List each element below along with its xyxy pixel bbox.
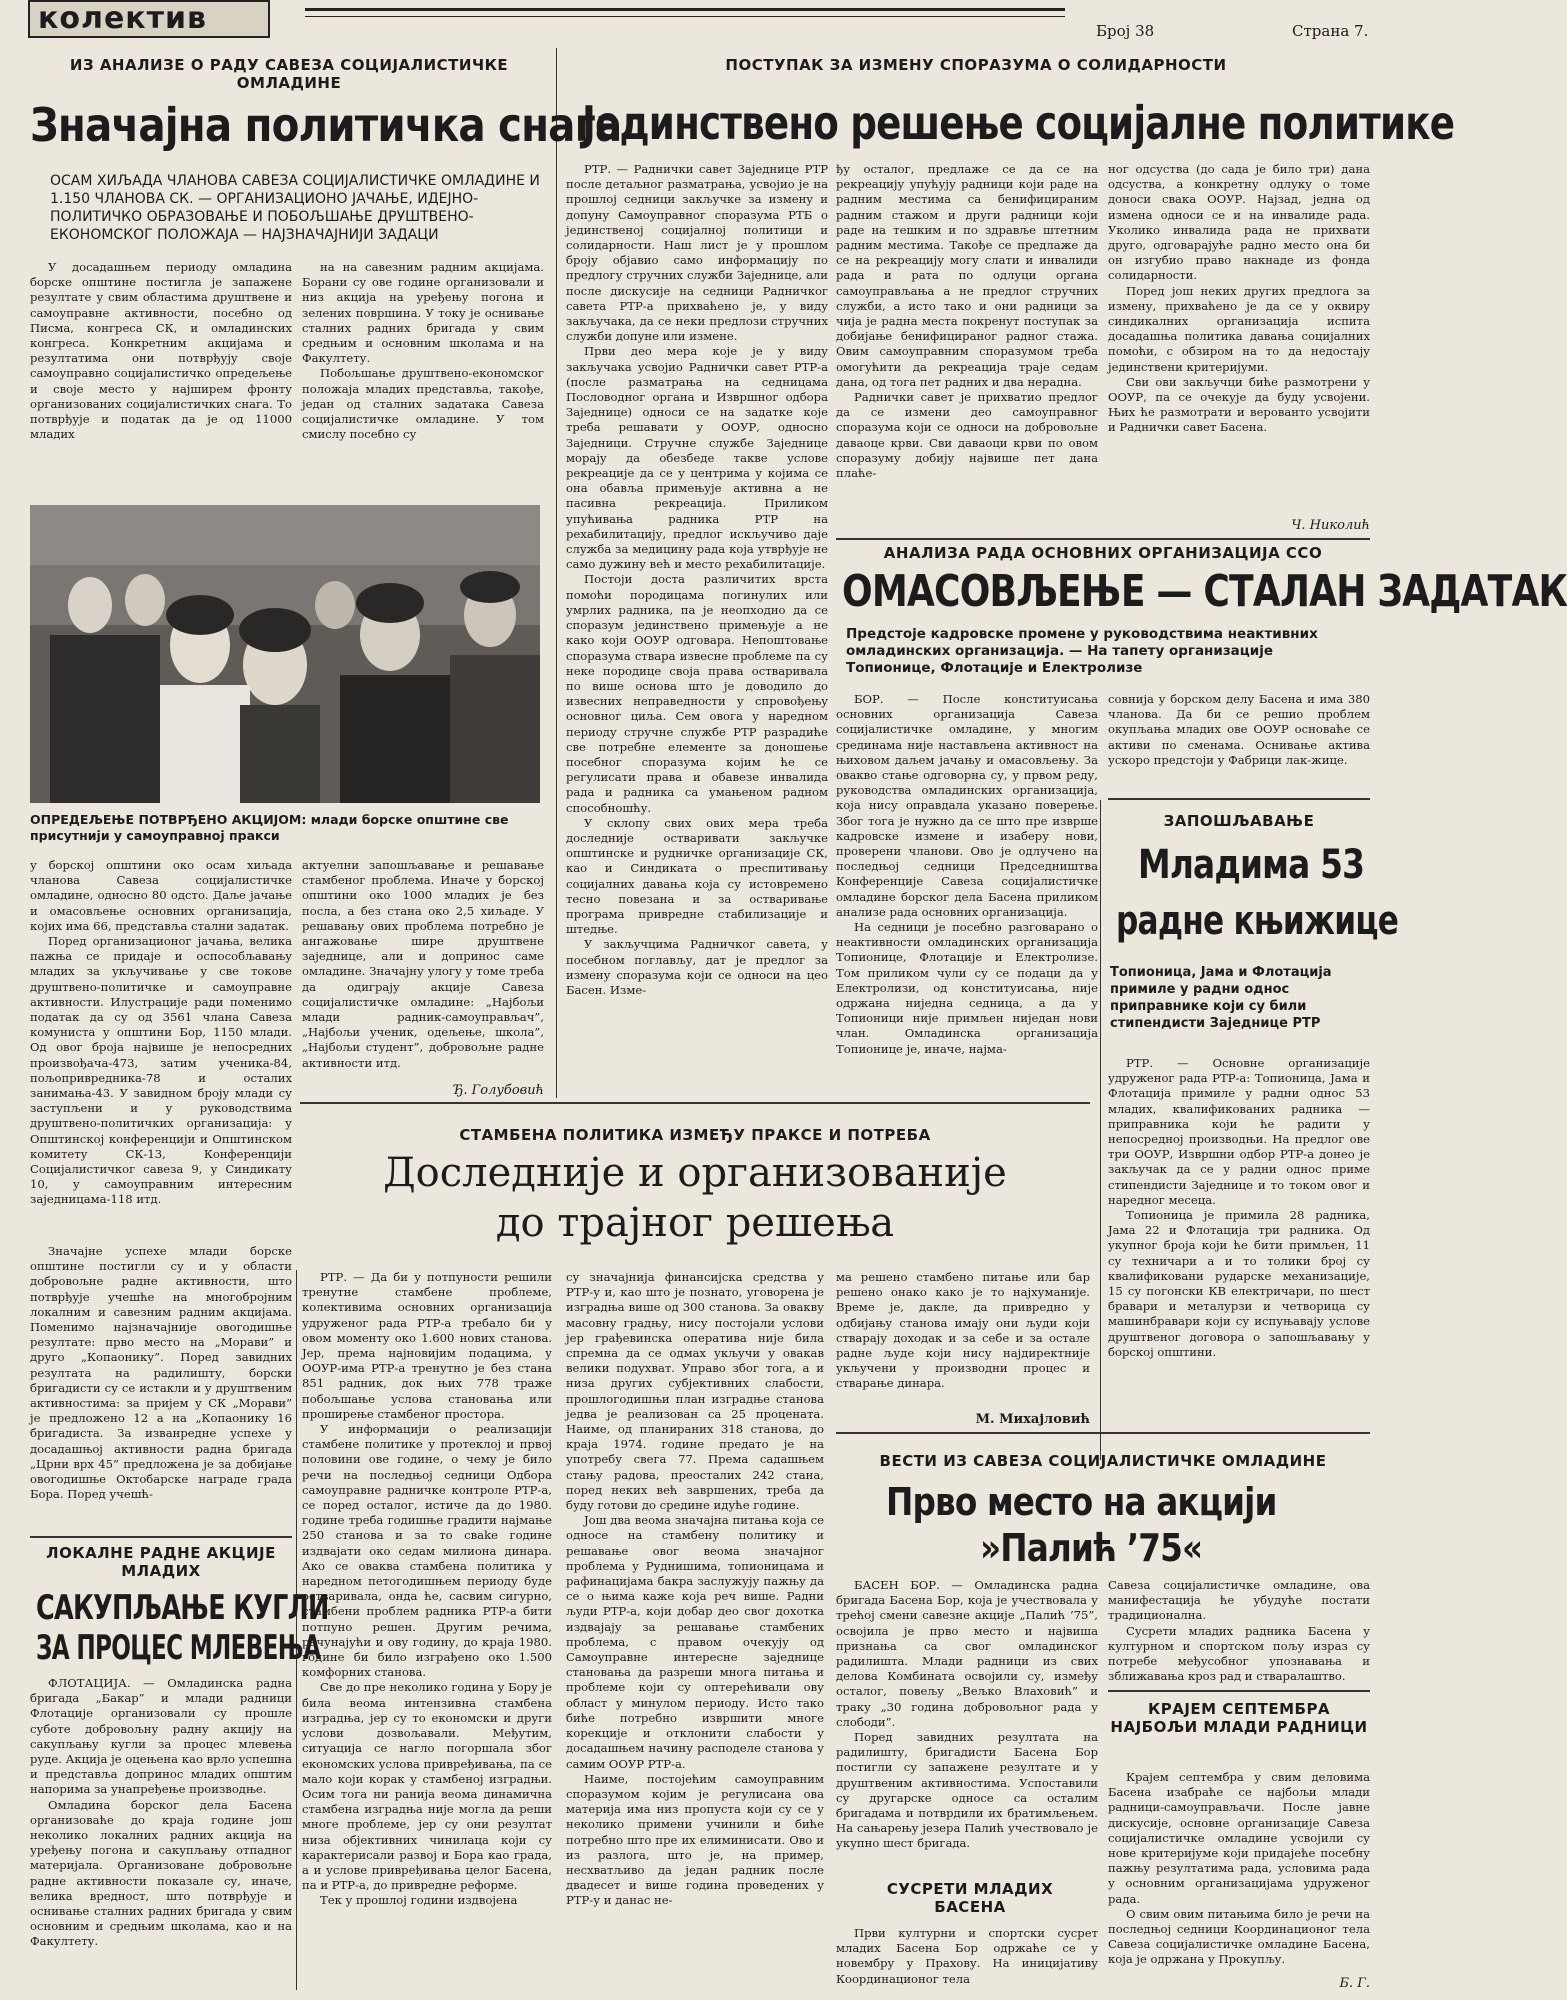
art6-b2-text: Омладина борског дела Басена организоваће до краја године још неколико локалних радних акција на уређењу погона и сакупљању отпадног материјала. Организоване добровољне радне активности показале су, иначе, велика вредност, што потврђује и оснивање сталних радних бригада у свим основним и средњим школама, као и на Факултету.: [30, 1797, 292, 1949]
photo-caption: ОПРЕДЕЉЕЊЕ ПОТВРЂЕНО АКЦИЈОМ: млади борске општине све присутнији у самоуправној пракси: [30, 812, 509, 843]
art1-col2-text: на на савезним радним акцијама. Борани су ове године организовали и низ акција на уређењу погона и зелених површина. У току је оснивање сталних радних бригада у свим средњим и основним школама и на Факултету.: [302, 260, 544, 366]
art8-b1-text: Крајем септембра у свим деловима Басена изабраће се најбољи млади радници-самоуправљачи. После јавне дискусије, основне организације Савеза социјалистичке омладине усвојили су нове критеријуме који придајеће посебну пажњу резултатима рада, условима рада у основним организацијама удруженог рада.: [1108, 1770, 1370, 1906]
art7-title-line2: »Палић ’75«: [980, 1526, 1203, 1570]
art1-col2b-text: Побољшање друштвено-економског положаја младих представља, такође, један од сталних задатака Савеза социјалистичке омладине. У том смислу посебно су: [302, 366, 544, 442]
art7-subhead: СУСРЕТИ МЛАДИХ БАСЕНА: [886, 1880, 1054, 1916]
art5-c3-text: ма решено стамбено питање или бар решено онако како је то најхуманије. Време је, дакле, да привредно у одбијању станова имају они људи који стварају доходак и за себе и за остале радне људе који нису најдиректније укључени у производни процес и стварање динара.: [836, 1270, 1090, 1391]
art1-col1: [30, 260, 292, 442]
art2-c1e-text: У закључцима Радничког савета, у посебном поглављу, дат је предлог за измену споразума који се односи на цео Басен. Изме-: [566, 937, 828, 997]
art4-deck: Топионица, Јама и Флотација примиле у радни однос приправнике који су били стипендисти Заједнице РТР: [1110, 965, 1332, 1031]
issue-number: Број 38: [1096, 22, 1155, 40]
art5-col3: [836, 1270, 1090, 1392]
youth-meeting-photo: [30, 505, 540, 803]
art4-divider: [1100, 800, 1101, 1460]
art5-c1-text: РТР. — Да би у потпуности решили тренутне стамбене проблеме, колективима основних организација удруженог рада РТР-а требало би у овом моменту око 1.600 нових станова. Јер, према најновијим подацима, у ООУР-има РТР-а тренутно је без стана 851 радник, док њих 778 траже побољшање услова становања или проширење стамбеног простора.: [302, 1270, 552, 1421]
art4-rule: [1108, 798, 1370, 800]
art5-signature: М. Михајловић: [975, 1412, 1090, 1427]
art7-c1b-text: Поред завидних резултата на радилишту, бригадисти Басена Бор постигли су запажене резултате и у друштвеним активностима. Успоставили су другарске односе са осталим бригадама и потврдили их братимљењем. На сањарењу језера Палић учествовало је укупно шест бригада.: [836, 1730, 1098, 1851]
art1-col1e-text: Значајне успехе млади борске општине постигли су и у области добровољне радне активности, што потврђује учешће на многобројним локалним и савезним радним акцијама. Поменимо најзначајније овогодишње резултате: прво место на „Морави” и друго „Копаонику”. Поред завидних резултата на радилишту, борски бригадисти су се истакли и у друштвеним активностима: за пријем у СК „Морави” је предложено 12 а на „Копаонику 16 бригадиста. За изванредне успехе у досадашњој активности радна бригада „Црни врх 45” предложена је за добијање овогодишње Октобарске награде града Бора. Поред учешћ-: [30, 1244, 292, 1502]
art7-kicker: ВЕСТИ ИЗ САВЕЗА СОЦИЈАЛИСТИЧКЕ ОМЛАДИНЕ: [879, 1452, 1327, 1470]
art2-col3: [1108, 162, 1370, 436]
art4-kicker: ЗАПОШЉАВАЊЕ: [1163, 812, 1315, 830]
art5-c2c-text: Наиме, постојећим самоуправним споразумом којим је регулисана ова материја има низ пропуста који су се у неколико примени учинили и биће потребно што пре их елиминисати. Ово и из разлога, што је, на пример, несхватљиво да један радник после двадесет и више година проведених у РТР-у и данас не-: [566, 1771, 824, 1908]
art1-col2c-text: актуелни запошљавање и решавање стамбеног проблема. Иначе у борској општини око 1000 младих је без посла, а без стана око 2,5 хиљаде. У решавању ових проблема потребно је ангажовање шире друштвене заједнице, али и допринос саме омладине. Значајну улогу у томе треба да одиграју акције Савеза социјалистичке омладине: „Најбољи млади радник-самоуправљач”, „Најбољи ученик, одељење, школа”, „Најбољи студент”, добровољне радне активности итд.: [302, 858, 544, 1070]
art2-c1-text: РТР. — Раднички савет Заједнице РТР после детаљног разматрања, усвојио је на прошлој седници закључке за измену и допуну Самоуправног споразума РТБ о јединственој социјалној политици и солидарности. Наш лист је у прошлом броју објавио само информацију по предлогу стручних служби Заједнице, али после дискусије на седници Радничког савета РТР-а прихваћено је, у виду закључака, да се неки предлози стручних служби допуне или измене.: [566, 162, 828, 344]
art8-body: [1108, 1770, 1370, 1968]
art5-c1d-text: Тек у прошлој години издвојена: [320, 1893, 518, 1908]
art3-rule: [836, 538, 1370, 540]
art4-title-line1: Младима 53: [1138, 842, 1365, 888]
art3-col1: [836, 692, 1098, 1057]
art4-body: [1108, 1056, 1370, 1360]
art6-rule: [30, 1536, 292, 1538]
art4-b2-text: Топионица је примила 28 радника, Јама 22 и Флотација три радника. Од укупног броја који ће бити примљен, 11 су техничари а и то толики број су квалификовани рударске механизације, 15 су погонски КВ електричари, по шест бравари и металурзи и четворица су машинбравари који су испуњавају услове друштвеног договора о запошљавању у борској општини.: [1108, 1208, 1370, 1359]
art8-kicker: КРАЈЕМ СЕПТЕМБРА НАЈБОЉИ МЛАДИ РАДНИЦИ: [1110, 1700, 1368, 1736]
art6-title-line2: ЗА ПРОЦЕС МЛЕВЕЊА: [36, 1628, 321, 1668]
art7-c1-text: БАСЕН БОР. — Омладинска радна бригада Басена Бор, која је учествовала у трећој смени савезне акције „Палић ’75”, освојила је прво место и највиша признања са свог омладинског радилишта. Млади радници из свих делова Комбината освојили су, између осталог, повељу „Вељко Влаховић” и траку „30 година добровољног рада у слободи”.: [836, 1578, 1098, 1729]
art2-col1: [566, 162, 828, 998]
art2-c1c-text: Постоји доста различитих врста помоћи породицама погинулих или умрлих радника, па је неопходно да се споразум јединствено примењује а не како који ООУР одговара. Непоштовање споразума ствара извесне проблеме па су неке породице своја права остваривала по више основа што је доводило до извесних неправедности у спровођењу основног циља. Сем овога у наредном периоду стручне службе РТР разрадиће све потребне елементе за доношење посебног споразума којим ће се регулисати права и обавезе инвалида рада и радника са умањеном радном способношћу.: [566, 572, 828, 815]
art5-c1b-text: У информацији о реализацији стамбене политике у протеклој и првој половини ове године, о чему је било речи на последњој седници Одбора самоуправне радничке контроле РТР-а, се поред осталог, истиче да до 1980. године треба годишње градити најмање 250 станова и за то свake године издвајати око седам милиона динара. Ако се оваква стамбена политика у наредном петогодишњем периоду буде остваривала, онда ће, сасвим сигурно, стамбени проблем радника РТР-а бити потпуно решен. Другим речима, рачунајући и ову годину, до краја 1980. године би било изграђено око 1.500 комфорних станова.: [302, 1422, 552, 1680]
art1-kicker: ИЗ АНАЛИЗЕ О РАДУ САВЕЗА СОЦИЈАЛИСТИЧКЕ ОМЛАДИНЕ: [69, 56, 509, 92]
art1-col2: [302, 260, 544, 442]
masthead-rule-top: [305, 8, 1065, 11]
art1-signature: Ђ. Голубовић: [453, 1083, 544, 1098]
art8-rule: [1108, 1690, 1370, 1692]
art8-b2-text: О свим овим питањима било је речи на последњој седници Координационог тела Савеза социјалистичке омладине Басена, која је одржана у Прокупљу.: [1108, 1906, 1370, 1967]
art6-title-line1: САКУПЉАЊЕ КУГЛИ: [36, 1588, 329, 1628]
art5-kicker: СТАМБЕНА ПОЛИТИКА ИЗМЕЂУ ПРАКСЕ И ПОТРЕБА: [459, 1126, 931, 1144]
art7-sub-text: Први културни и спортски сусрет младих Басена Бор одржаће се у новембру у Прахову. На иницијативу Координационог тела: [836, 1926, 1098, 1986]
art7-rule: [836, 1432, 1370, 1434]
art7-signature: Б. Г.: [1339, 1976, 1370, 1991]
art7-col1: [836, 1578, 1098, 1852]
art3-c2-text: совнија у борском делу Басена и има 380 чланова. Да би се решио проблем окупљања младих ове ООУР основаће се активи по сменама. Оснивање актива ускоро предстоји у Фабрици лак-жице.: [1108, 692, 1370, 767]
art2-signature: Ч. Николић: [1291, 518, 1370, 533]
art1-col1-text: У досадашњем периоду омладина борске општине постигла је запажене резултате у свим областима друштвене и самоуправне активности, посебно од Писма, конгреса СК, и омладинских конгреса. Конкретним акцијама и резултатима они потврђују своје самоуправно социјалистичко опредељење и своје место у најширем фронту организованих социјалистичких снага. То потврђује и податак да је од 11000 младих: [30, 260, 292, 442]
art7-subtext: [836, 1926, 1098, 1987]
art5-title-line1: Доследније и организованије: [383, 1150, 1007, 1196]
art7-title-line1: Прво место на акцији: [886, 1480, 1277, 1524]
art1-deck: ОСАМ ХИЉАДА ЧЛАНОВА САВЕЗА СОЦИЈАЛИСТИЧКЕ ОМЛАДИНЕ И 1.150 ЧЛАНОВА СК. — ОРГАНИЗАЦИОНО ЈАЧАЊЕ, ИДЕЈНО-ПОЛИТИЧКО ОБРАЗОВАЊЕ И ПОБОЉШАЊЕ ДРУШТВЕНО-ЕКОНОМСКОГ ПОЛОЖАЈА — НАЈЗНАЧАЈНИЈИ ЗАДАЦИ: [50, 173, 540, 243]
art1-col1-end: [30, 1244, 292, 1502]
photo-illustration: [30, 505, 540, 803]
art2-c1b-text: Први део мера које је у виду закључака усвојио Раднички савет РТР-а (после разматрања на седницама Пословодног органа и Извршног одбора Заједнице) односи се на задатке које треба решавати у ООУР, односно Заједници. Стручне службе Заједнице морају да обезбеде такве услове рекреације да се у центрима у којима се она обавља примењује активна а не пасивна рекреација. Приликом упућивања радника РТР на рехабилитацију, предлог искључиво даје служба за медицину рада која утврђује не само дужину већ и место рехабилитације.: [566, 344, 828, 572]
art5-col2: [566, 1270, 824, 1909]
art5-title-line2: до трајног решења: [495, 1200, 895, 1246]
art2-c2-text: ђу осталог, предлаже се да се на рекреацију упућују радници који раде на радним местима са бенифицираним радним стажом и други радници који раде на тешким и по здравље штетним радним местима. Такође се предлаже да се на рекреацију могу слати и инвалиди рада и рата по одлуци органа самоуправљања а не предлог стручних служби, а исто тако и они радници за чија је радна места покренут поступак за добијање бенифицираног радног стажа. Овим самоуправним споразумом треба омогућити да рекреација траје седам дана, од тога пет радних и два нерадна.: [836, 162, 1098, 389]
art2-c3-text: ног одсуства (до сада је било три) дана одсуства, а конкретну одлуку о томе доноси свака ООУР. Најзад, једна од измена односи се и на инвалиде рада. Уколико инвалида рада не прихвати друго, одговарајуће радно место она би он изгубио право накнаде из фонда солидарности.: [1108, 162, 1370, 283]
art2-col2: [836, 162, 1098, 481]
art3-col2: [1108, 692, 1370, 768]
art7-c2-text: Савеза социјалистичке омладине, ова манифестација ће убудуће постати традиционална.: [1108, 1578, 1370, 1623]
art1-col2-cont: [302, 858, 544, 1071]
art7-col2: [1108, 1578, 1370, 1684]
art2-c2b-text: Раднички савет је прихватио предлог да се измени део самоуправног споразума који се односи на добровољне даваоце крви. Сви даваоци крви по овом споразуму добију највише пет дана плаће-: [836, 390, 1098, 481]
art3-c1-text: БОР. — После конституисања основних организација Савеза социјалистичке омладине, у многим срединама није настављена активност на њиховом даљем јачању и омасовљењу. За овакво стање одговорна су, у првом реду, руководства омладинских организација, која нису оправдала указано поверење. Због тога је нужно да се што пре изврше кадровске измене и изаберу нови, проверени чланови. Ово је одлучено на последњој седници Председништва Конференције Савеза социјалистичке омладине борског дела Басена приликом анализе рада основних организација.: [836, 692, 1098, 919]
page-number: Страна 7.: [1292, 22, 1369, 40]
art1-col1c-text: у борској општини око осам хиљада чланова Савеза социјалистичке омладине, односно 80 одсто. Даље јачање и омасовљење основних организација, којих има 66, представља стални задатак.: [30, 858, 292, 933]
art6-kicker: ЛОКАЛНЕ РАДНЕ АКЦИЈЕ МЛАДИХ: [46, 1544, 276, 1580]
masthead-rule-bottom: [305, 16, 1065, 17]
art3-deck: Предстоје кадровске промене у руководствима неактивних омладинских организација. — На тапету организације Топионице, Флотације и Електролизе: [846, 626, 1318, 676]
art3-c1b-text: На седници је посебно разговарано о неактивности омладинских организација Топионице, Флотације и Електролизе. Том приликом чули су се подаци да у Електролизи, од конституисања, није одржана ниједна седница, а да у Топионици није примљен ниједан нови члан. Омладинска организација Топионице је, иначе, најма-: [836, 920, 1098, 1056]
art5-c2b-text: Још два веома значајна питања која се односе на стамбену политику и решавање овог веома значајног проблема у Руднишима, топионицама и рафинацијама бакра заслужују пажњу да се о њима каже која реч више. Радни људи РТР-а, који добар део свог дохотка издвајају за решавање стамбених проблема, с правом очекују од Самоуправне интересне заједнице становања да разреши многа питања и проблеме који су оптерећивали ову област у минулом периоду. Исто тако биће потребно извршити многе корекције и отклонити слабости у досадашњем начину расподеле станова у самим ООУР РТР-а.: [566, 1513, 824, 1771]
art1-title: Значајна политичка снага: [30, 98, 622, 152]
art5-c1c-text: Све до пре неколико година у Бору је била веома интензивна стамбена изградња, јер су то економски и други услови дозвољавали. Међутим, ситуација се нагло погоршала због економских услова привређивања, па се мало који корак у стамбеној изградњи. Осим тога ни ранија веома динамична стамбена изградња није могла да реши многе проблеме, јер су они резултат низа објективних чинилаца који су карактерисали развој и Бора као града, а и услове привређивања целог Басена, па и РТР-а, до привредне реформе.: [302, 1680, 552, 1893]
art7-c2b-text: Сусрети младих радника Басена у културном и спортском пољу израз су потребе међусобног упознавања и зближавања кроз рад и стваралаштво.: [1108, 1623, 1370, 1684]
art6-b1-text: ФЛОТАЦИЈА. — Омладинска радна бригада „Бакар” и млади радници Флотације организовали су прошле суботе добровољну радну акцију на сакупљању кугли за процес млевења руде. Акција је оцењена као врло успешна и представља допринос младих општим напорима за унапређење производње.: [30, 1676, 292, 1797]
art6-body: [30, 1676, 292, 1950]
art2-title: Јединствено решење социјалне политике: [582, 96, 1455, 150]
art5-rule: [300, 1102, 1090, 1104]
art5-col1: [302, 1270, 552, 1909]
art5-c2-text: су значајнија финансијска средства у РТР-у и, као што је познато, уговорена је изградња више од 300 станова. За овакву масовну градњу, нису постојали услови јер грађевинска оператива није била спремна да се одмах укључи у овакав велики подухват. Управо због тога, а и низа других субјективних слабости, прошлогодишњи план изградње станова једва је реализован са 25 процената. Наиме, од планираних 318 станова, до краја 1974. године предато је на употребу свега 77. Према садашњем стању радова, преосталих 242 стана, поред неких већ завршених, треба да буду готови до средине идуће године.: [566, 1270, 824, 1513]
column-divider: [556, 48, 557, 1098]
art3-title: ОМАСОВЉЕЊЕ — СТАЛАН ЗАДАТАК: [842, 566, 1567, 617]
art2-c3c-text: Сви ови закључци биће размотрени у ООУР, па се очекује да буду усвојени. Њих ће размотрати и верованто усвојити и Раднички савет Басена.: [1108, 374, 1370, 435]
art4-title-line2: радне књижице: [1116, 898, 1399, 944]
masthead-logo: колектив: [28, 0, 270, 38]
art1-col1d-text: Поред организационог јачања, велика пажња се придаје и оспособљавању младих за укључивање у све токове друштвено-политичке и самоуправне активности. Илустрације ради поменимо податак да су од 3561 члана Савеза комуниста у општини Бор, 1150 млади. Од овог броја највише је непосредних произвођача-473, затим ученика-84, пољопривредника-78 и осталих занимања-43. У завидном броју млади су заступљени и у руководствима друштвено-политичких организација: у Општинској конференцији и Општинском комитету СК-13, Конференцији Социјалистичког савеза 9, у Синдикату 10, у самоуправним интересним заједницама-118 итд.: [30, 934, 292, 1207]
art2-c3b-text: Поред још неких других предлога за измену, прихваћено је да се у оквиру синдикалних организација испита досадашња политика давања социјалних помоћи, с обзиром на то да недостају јединствени критеријуми.: [1108, 283, 1370, 374]
art3-kicker: АНАЛИЗА РАДА ОСНОВНИХ ОРГАНИЗАЦИЈА ССО: [883, 544, 1323, 562]
art2-kicker: ПОСТУПАК ЗА ИЗМЕНУ СПОРАЗУМА О СОЛИДАРНОСТИ: [725, 56, 1227, 74]
art1-col1-cont: [30, 858, 292, 1208]
art4-b1-text: РТР. — Основне организације удруженог рада РТР-а: Топионица, Јама и Флотација примиле у радни однос 53 младих, квалификованих радника — приправника који ће радити у непосредној производњи. На предлог ове три ООУР, Извршни одбор РТР-а донео је закључак да се у радни однос приме стипендисти Заједнице и то током овог и наредног месеца.: [1108, 1056, 1370, 1207]
art2-c1d-text: У склопу свих ових мера треба доследније остваривати закључке општинске и рудничке организације СК, као и Синдиката о преспитивању социјалних давања која су истовремено тесно повезана и за остваривање програма привредне стабилизације и штедње.: [566, 815, 828, 937]
